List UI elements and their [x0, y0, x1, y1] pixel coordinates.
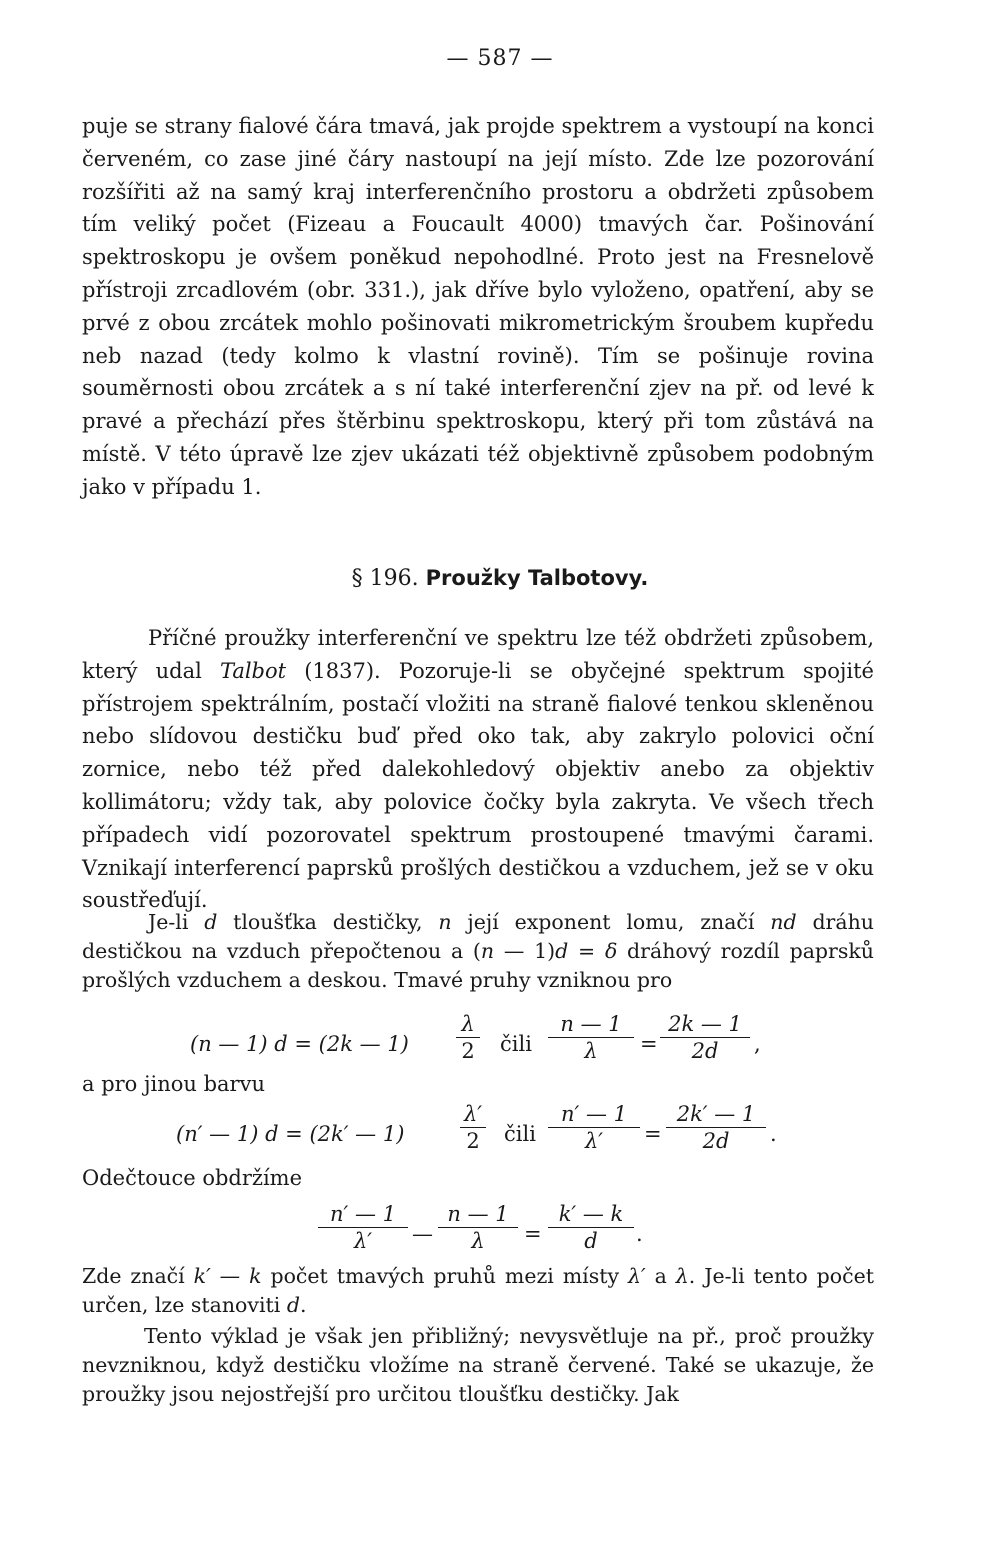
eq3-frac-2-num: n — 1 [438, 1202, 518, 1228]
label-other-colour: a pro jinou barvu [82, 1072, 265, 1096]
eq1-lambda-half [456, 1012, 480, 1063]
eq1-frac-right-den: 2d [691, 1039, 719, 1063]
paragraph-5: Tento výklad je však jen přibližný; nevysvětluje na př., proč proužky nevzniknou, když destičku vložíme na straně červené. Také se ukazuje, že proužky jsou nejostřejší pro určitou tloušťku destičky. Jak [82, 1324, 874, 1406]
p4-t2: počet tmavých pruhů mezi místy [261, 1264, 629, 1288]
eq1-equals: = [640, 1032, 658, 1056]
p3-var-n: n [438, 910, 452, 934]
eq2-equals: = [644, 1122, 662, 1146]
equation-1 [0, 1010, 1000, 1063]
eq2-lhs: (n′ — 1) d = (2k′ — 1) [176, 1122, 405, 1146]
p4-var-kdiff: k′ — k [193, 1264, 262, 1288]
eq1-frac-right-num: 2k — 1 [660, 1012, 750, 1038]
eq2-cili: čili [504, 1122, 536, 1146]
eq3-frac-2-den: λ [471, 1229, 485, 1253]
p4-var-lambda-prime: λ′ [628, 1264, 646, 1288]
p3-t1: Je-li [148, 910, 205, 934]
eq1-lambda-den: 2 [461, 1039, 475, 1063]
eq3-frac-1 [318, 1202, 408, 1253]
page-number: — 587 — [446, 46, 554, 71]
eq1-lambda-num: λ [456, 1012, 480, 1038]
eq3-frac-2 [438, 1202, 518, 1253]
eq2-frac-left-num: n′ — 1 [548, 1102, 640, 1128]
p2-text-a: Příčné proužky interferenční ve spektru lze též obdržeti způsobem, který udal [82, 626, 874, 683]
eq3-frac-3 [548, 1202, 634, 1253]
p4-t5: . [299, 1293, 307, 1317]
p3-t4: dráhu destičkou na vzduch přepočtenou a ( [82, 910, 874, 963]
eq1-frac-left [548, 1012, 634, 1063]
p3-t2: tloušťka destičky, [217, 910, 439, 934]
eq3-period: . [636, 1222, 643, 1246]
p4-t4: . Je-li tento počet určen, lze stanoviti [82, 1264, 874, 1317]
paragraph-2 [82, 622, 874, 917]
p3-t7: dráhový rozdíl paprsků prošlých vzduchem a deskou. Tmavé pruhy vzniknou pro [82, 939, 874, 992]
eq3-frac-3-num: k′ — k [548, 1202, 634, 1228]
eq1-lhs: (n — 1) d = (2k — 1) [190, 1032, 409, 1056]
eq3-equals: = [524, 1222, 542, 1246]
p3-var-nd: nd [770, 910, 797, 934]
p3-var-n2: n [480, 939, 495, 963]
p2-text-b: (1837). Pozoruje-li se obyčejné spektrum spojité přístrojem spektrálním, postačí vložiti na straně fialové tenkou skleněnou nebo slídovou destičku buď před oko tak, aby zakrylo polovici oční zornice, nebo též před dalekohledový objektiv anebo za objektiv kollimátoru; vždy tak, aby polovice čočky byla zakryta. Ve všech třech případech vidí pozorovatel spektrum prostoupené tmavými čarami. Vznikají interferencí paprsků prošlých destičkou a vzduchem, jež se v oku soustřeďují. [82, 658, 874, 913]
eq1-frac-left-den: λ [584, 1039, 598, 1063]
eq2-period: . [770, 1122, 777, 1146]
eq2-lambda-den: 2 [466, 1129, 480, 1153]
section-title: Proužky Talbotovy. [425, 566, 649, 590]
paragraph-1: puje se strany fialové čára tmavá, jak projde spektrem a vystoupí na konci červeném, co zase jiné čáry nastoupí na její místo. Zde lze pozorování rozšířiti až na samý kraj interferenčního prostoru a obdržeti způsobem tím veliký počet (Fizeau a Foucault 4000) tmavých čar. Pošinování spektroskopu je ovšem poněkud nepohodlné. Proto jest na Fresnelově přístroji zrcadlovém (obr. 331.), jak dříve bylo vyloženo, opatření, aby se prvé z obou zrcátek mohlo pošinovati mikrometrickým šroubem kupředu neb nazad (tedy kolmo k vlastní rovině). Tím se pošinuje rovina souměrnosti obou zrcátek a s ní také interferenční zjev na př. od levé k pravé a přechází přes štěrbinu spektroskopu, který při tom zůstává na místě. V této úpravě lze zjev ukázati též objektivně způsobem podobným jako v případu 1. [82, 114, 874, 499]
paragraph-4 [82, 1262, 874, 1320]
p3-var-d: d [204, 910, 218, 934]
eq3-minus: — [412, 1222, 433, 1246]
eq2-frac-right-den: 2d [702, 1129, 730, 1153]
p4-var-lambda: λ [675, 1264, 689, 1288]
eq1-frac-right [660, 1012, 750, 1063]
paragraph-3 [82, 908, 874, 995]
p3-t3: její exponent lomu, značí [451, 910, 771, 934]
equation-2 [0, 1100, 1000, 1153]
p4-t1: Zde značí [82, 1264, 194, 1288]
p2-author-name: Talbot [219, 658, 287, 683]
eq2-lambda-half [460, 1102, 486, 1153]
eq3-frac-1-num: n′ — 1 [318, 1202, 408, 1228]
p4-var-d: d [286, 1293, 300, 1317]
eq2-lambda-num: λ′ [460, 1102, 486, 1128]
eq1-cili: čili [500, 1032, 532, 1056]
section-number: § 196. [351, 566, 419, 591]
p3-t5: — 1) [494, 939, 556, 963]
p3-var-delta: δ [604, 939, 618, 963]
eq1-frac-left-num: n — 1 [548, 1012, 634, 1038]
eq2-frac-right-num: 2k′ — 1 [666, 1102, 766, 1128]
section-heading [0, 566, 1000, 591]
eq1-comma: , [754, 1032, 761, 1056]
eq3-frac-3-den: d [584, 1229, 598, 1253]
eq2-frac-left [548, 1102, 640, 1153]
label-subtracting: Odečtouce obdržíme [82, 1166, 303, 1190]
eq2-frac-left-den: λ′ [584, 1129, 604, 1153]
p4-t3: a [645, 1264, 676, 1288]
eq3-frac-1-den: λ′ [353, 1229, 373, 1253]
p3-var-d2: d [555, 939, 569, 963]
p3-t6: = [568, 939, 605, 963]
eq2-frac-right [666, 1102, 766, 1153]
equation-3 [0, 1200, 1000, 1253]
